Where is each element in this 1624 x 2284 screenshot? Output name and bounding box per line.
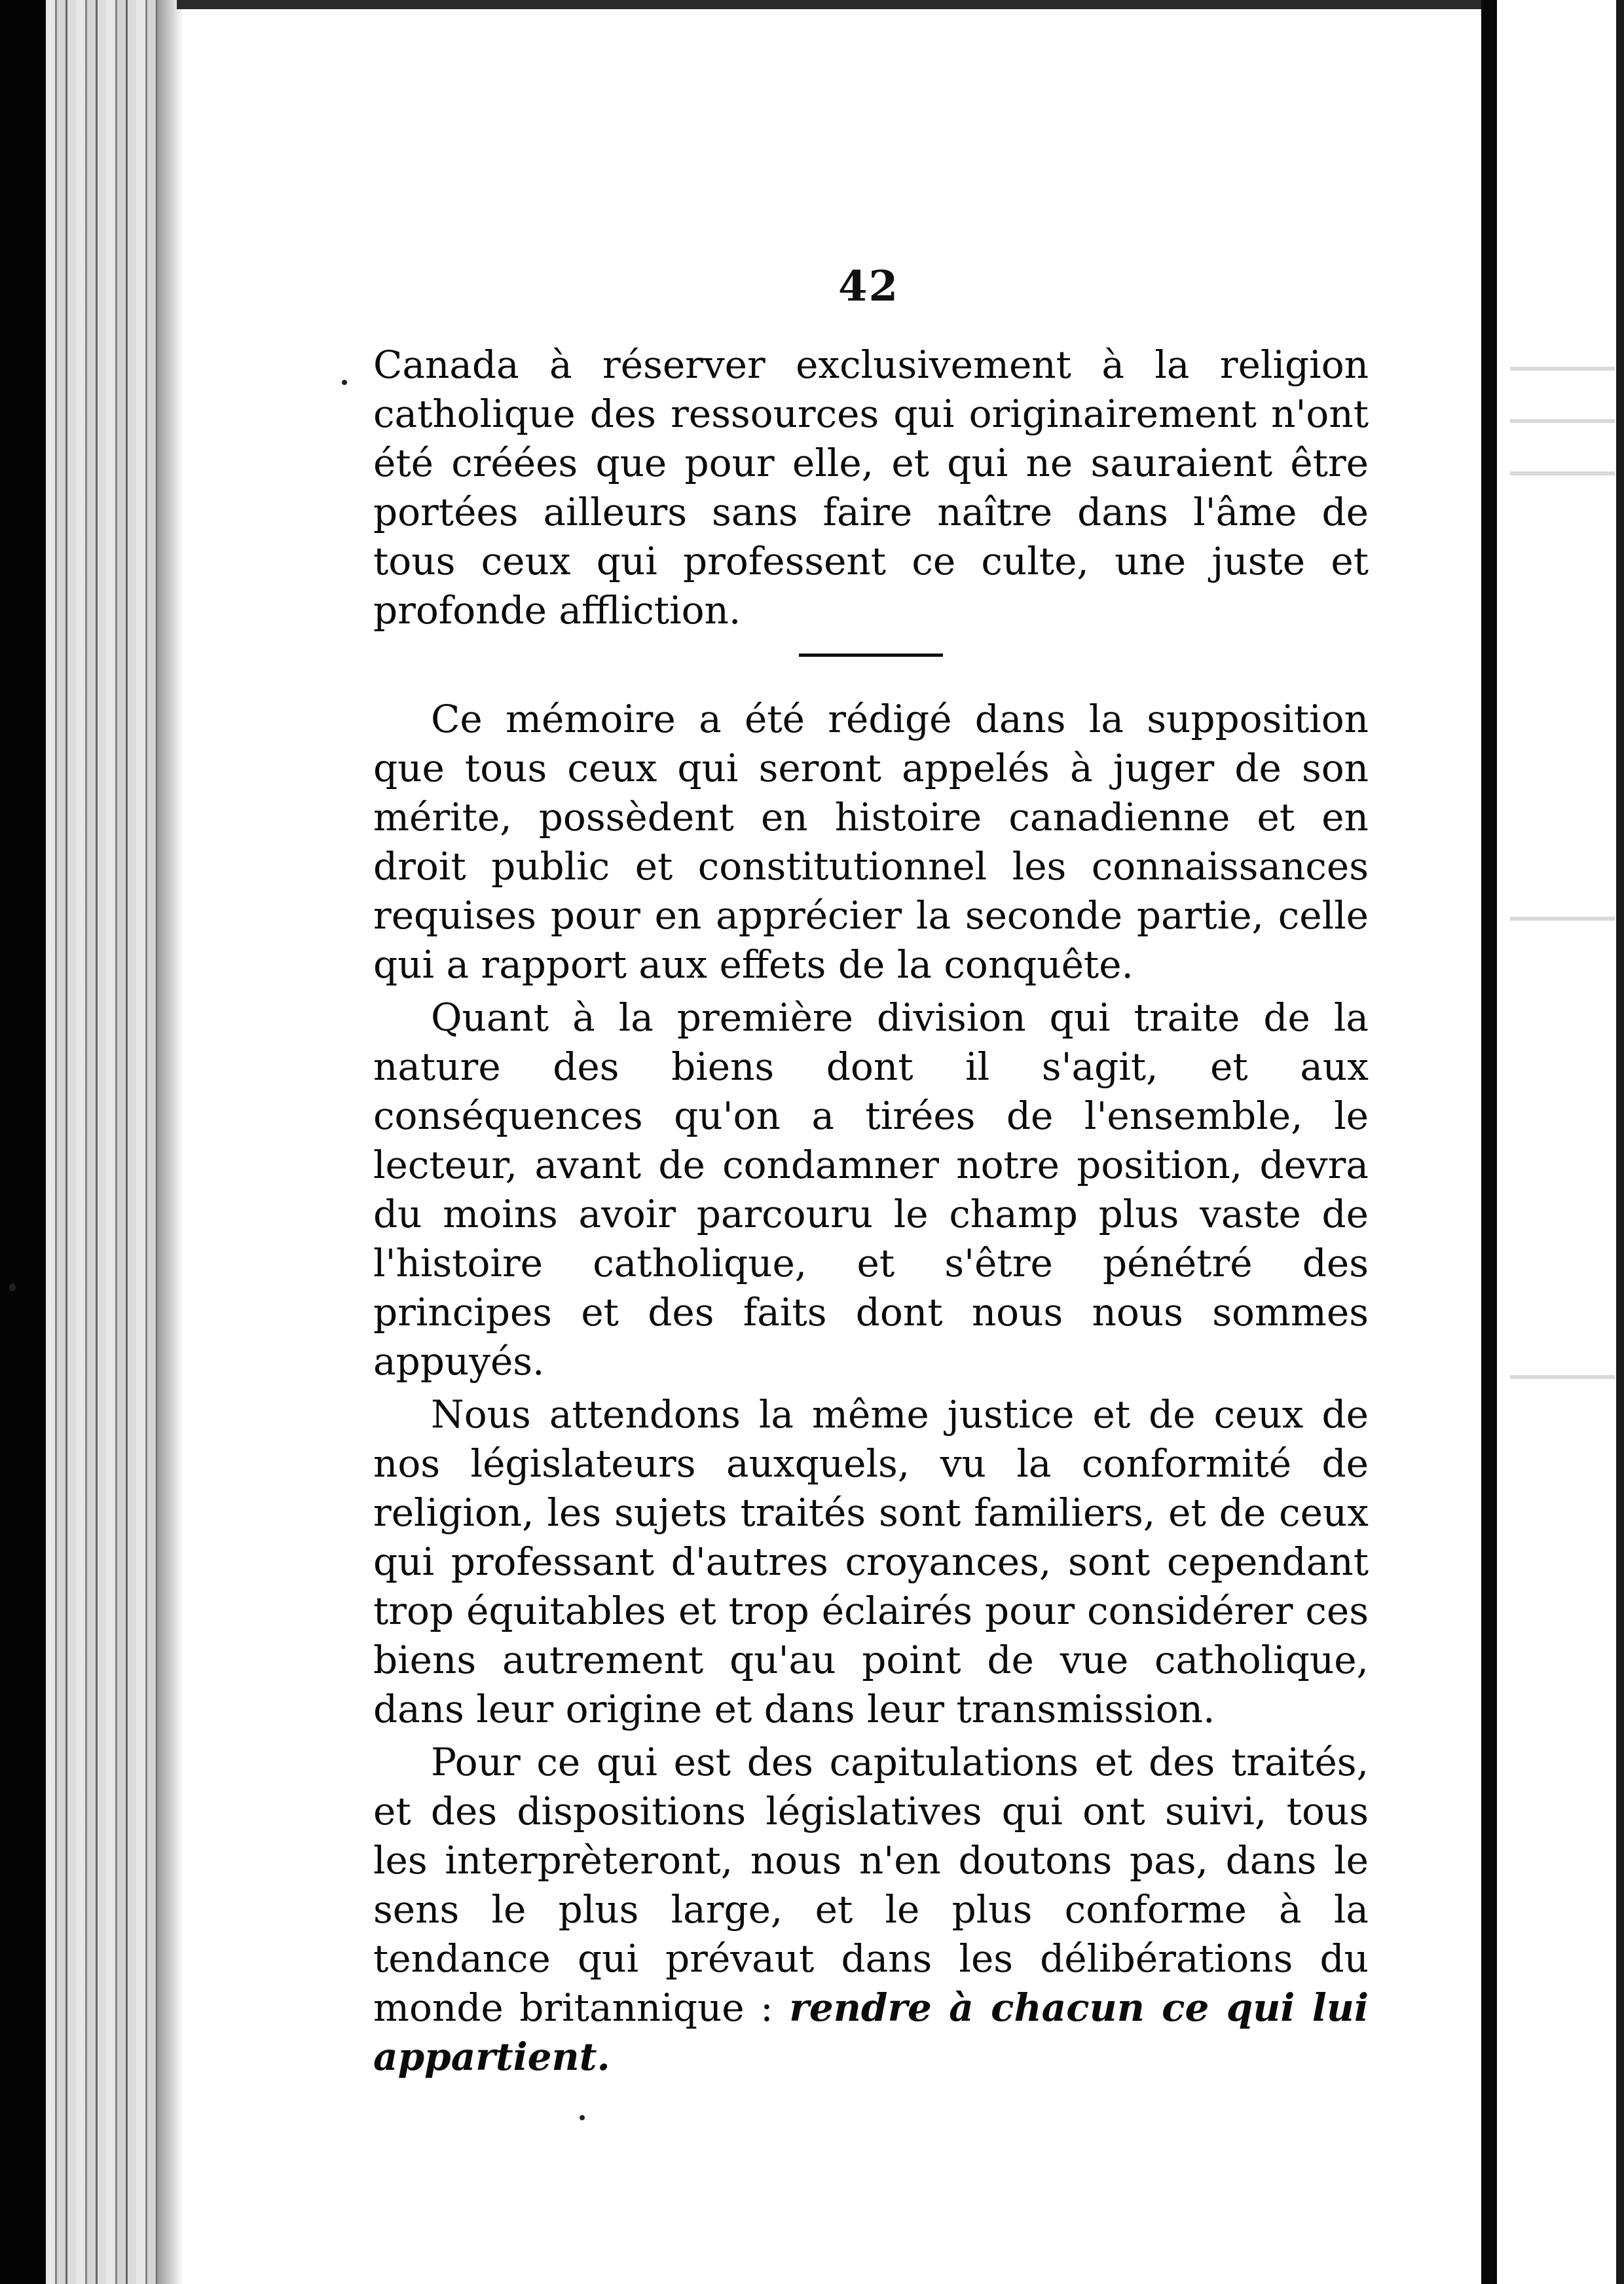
bleed-line [1510, 419, 1615, 423]
scan-speck [342, 380, 347, 385]
paragraph-final-text: Pour ce qui est des capitulations et des traités, et des dispositions législatives qui ont suivi, tous les interprèteront, nous n'en doutons pas, dans le sens le plus large, et le plus conforme à la tendance qui prévaut dans les délibérations du monde britannique : [373, 1740, 1369, 2030]
facing-page-sliver [1497, 0, 1624, 2284]
scan-border-left [0, 0, 46, 2284]
body-text [373, 341, 1369, 2086]
emphasized-quote: rendre à chacun ce qui lui appartient. [373, 1985, 1369, 2079]
paragraph: Nous attendons la même justice et de ceux de nos législateurs auxquels, vu la conformité de religion, les sujets traités sont familiers, et de ceux qui professant d'autres croyances, sont cependant trop équitables et trop éclairés pour considérer ces biens autrement qu'au point de vue catholique, dans leur origine et dans leur transmission. [373, 1392, 1369, 1731]
bleed-line [1510, 367, 1615, 371]
scan-border-right [1616, 0, 1624, 2284]
bleed-line [1510, 471, 1615, 475]
bleed-line [1510, 917, 1615, 921]
page-edge-shadow [157, 0, 183, 2284]
book-gutter [1481, 0, 1497, 2284]
paragraph-final [373, 1738, 1369, 2082]
page-number: 42 [838, 262, 900, 311]
section-divider [799, 654, 943, 657]
paragraph-continuation: Canada à réserver exclusivement à la religion catholique des ressources qui originairement n'ont été créées que pour elle, et qui ne sauraient être portées ailleurs sans faire naître dans l'âme de tous ceux qui professent ce culte, une juste et profonde affliction. [373, 342, 1369, 633]
paragraph: Ce mémoire a été rédigé dans la supposition que tous ceux qui seront appelés à juger de son mérite, possèdent en histoire canadienne et en droit public et constitutionnel les connaissances requises pour en apprécier la seconde partie, celle qui a rapport aux effets de la conquête. [373, 697, 1369, 987]
scan-speck [580, 2115, 585, 2120]
paragraph: Quant à la première division qui traite de la nature des biens dont il s'agit, et aux conséquences qu'on a tirées de l'ensemble, le lecteur, avant de condamner notre position, devra du moins avoir parcouru le champ plus vaste de l'histoire catholique, et s'être pénétré des principes et des faits dont nous nous sommes appuyés. [373, 995, 1369, 1384]
scan-border-top [177, 0, 1486, 9]
bleed-line [1510, 1375, 1615, 1379]
scan-speck [9, 1283, 16, 1291]
